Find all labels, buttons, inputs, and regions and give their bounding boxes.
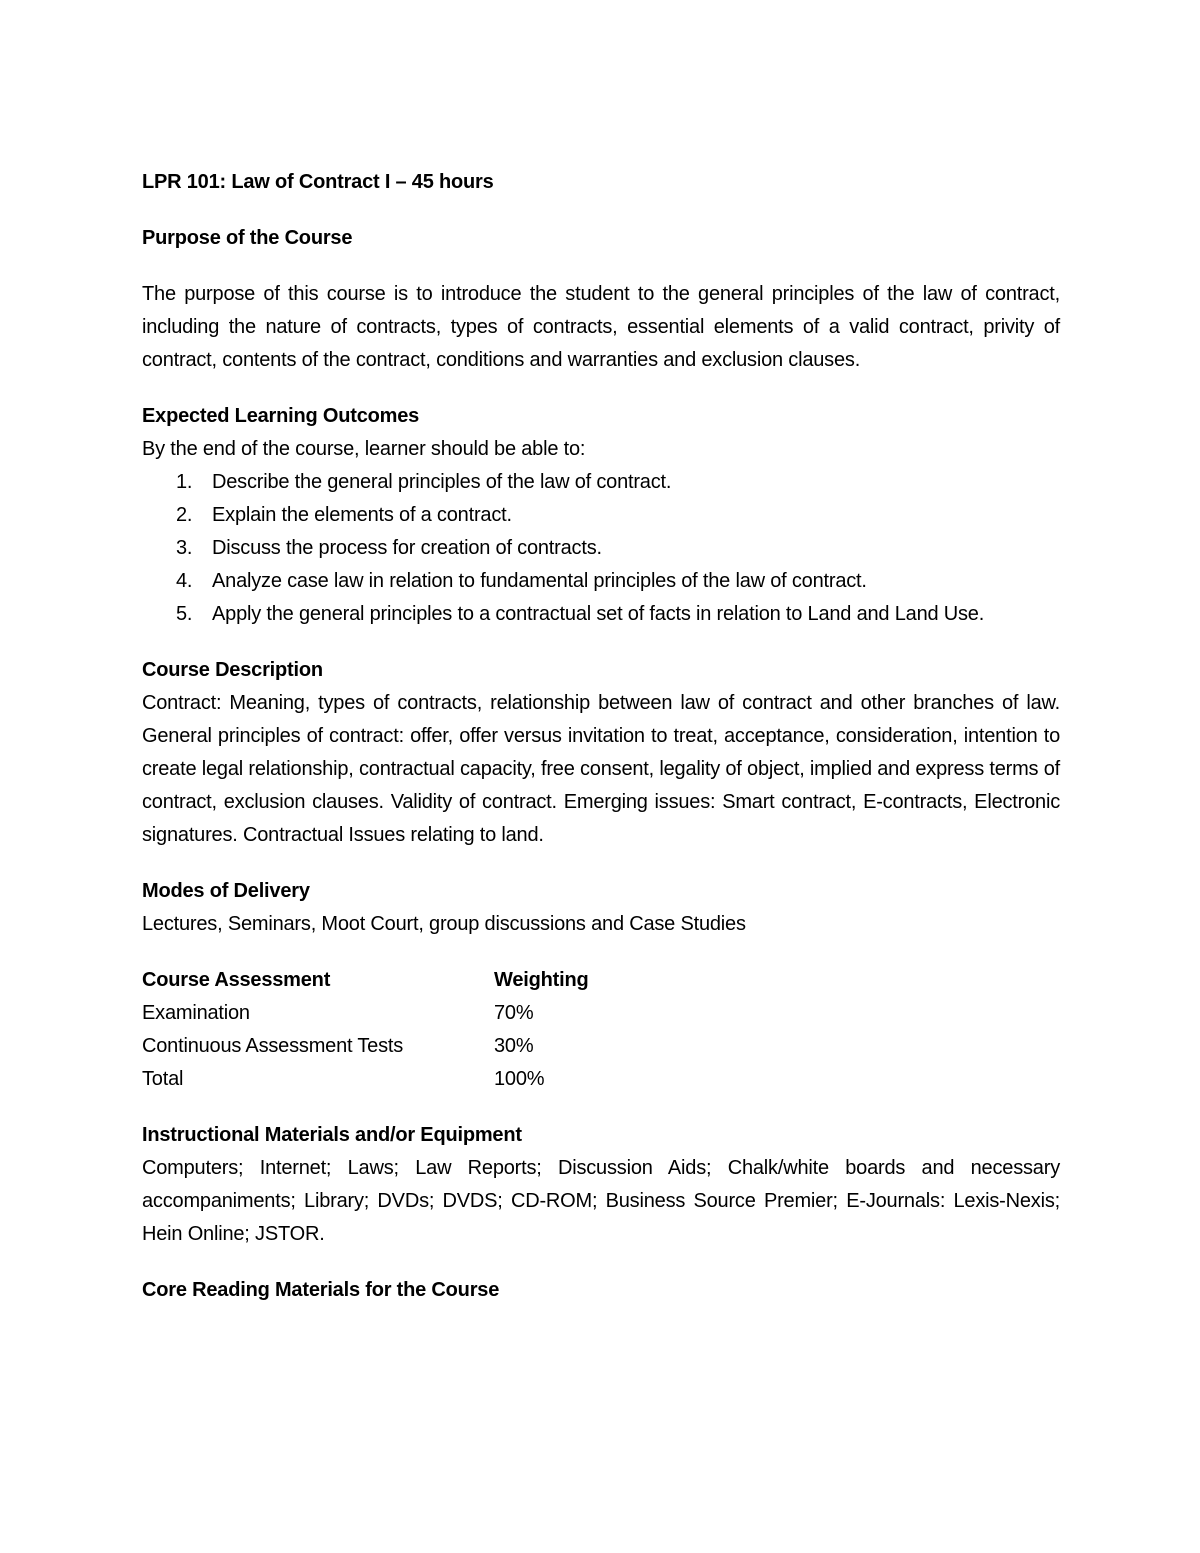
table-row <box>142 1063 588 1096</box>
list-item <box>142 565 1060 598</box>
list-item <box>142 466 1060 499</box>
assessment-table <box>142 964 588 1096</box>
list-item <box>142 499 1060 532</box>
outcomes-list <box>142 466 1060 631</box>
course-title: LPR 101: Law of Contract I – 45 hours <box>142 171 494 193</box>
outcomes-heading: Expected Learning Outcomes <box>142 405 420 427</box>
assessment-label: Examination <box>142 1002 250 1024</box>
document-content <box>142 166 1060 1307</box>
assessment-label: Continuous Assessment Tests <box>142 1035 404 1057</box>
list-item-text: Analyze case law in relation to fundamental principles of the law of contract. <box>212 570 867 592</box>
list-item-text: Describe the general principles of the law of contract. <box>212 471 672 493</box>
delivery-heading: Modes of Delivery <box>142 880 310 902</box>
assessment-header-right: Weighting <box>494 969 589 991</box>
outcomes-intro: By the end of the course, learner should be able to: <box>142 438 586 460</box>
delivery-text: Lectures, Seminars, Moot Court, group discussions and Case Studies <box>142 913 746 935</box>
list-item-text: Explain the elements of a contract. <box>212 504 512 526</box>
purpose-heading: Purpose of the Course <box>142 227 353 249</box>
assessment-header-row <box>142 964 588 997</box>
purpose-text: The purpose of this course is to introduce the student to the general principles of the law of contract, including the nature of contracts, types of contracts, essential elements of a valid contract, privity of contract, contents of the contract, conditions and warranties and exclusion clauses. <box>142 283 1060 371</box>
description-heading: Course Description <box>142 659 323 681</box>
list-item <box>142 532 1060 565</box>
reading-heading: Core Reading Materials for the Course <box>142 1279 500 1301</box>
list-item-number: 4. <box>176 570 193 592</box>
assessment-value: 30% <box>494 1035 534 1057</box>
materials-heading: Instructional Materials and/or Equipment <box>142 1124 522 1146</box>
table-row <box>142 997 588 1030</box>
assessment-value: 100% <box>494 1068 545 1090</box>
list-item-number: 3. <box>176 537 193 559</box>
table-row <box>142 1030 588 1063</box>
list-item-text: Discuss the process for creation of contracts. <box>212 537 602 559</box>
list-item-number: 5. <box>176 603 193 625</box>
assessment-label: Total <box>142 1068 184 1090</box>
list-item <box>142 598 1060 631</box>
description-text: Contract: Meaning, types of contracts, relationship between law of contract and other branches of law. General principles of contract: offer, offer versus invitation to treat, acceptance, consideration, intention to create legal relationship, contractual capacity, free consent, legality of object, implied and express terms of contract, exclusion clauses. Validity of contract. Emerging issues: Smart contract, E-contracts, Electronic signatures. Contractual Issues relating to land. <box>142 692 1060 846</box>
assessment-value: 70% <box>494 1002 534 1024</box>
list-item-number: 1. <box>176 471 193 493</box>
list-item-text: Apply the general principles to a contractual set of facts in relation to Land and Land Use. <box>212 603 985 625</box>
assessment-header-left: Course Assessment <box>142 969 331 991</box>
materials-text: Computers; Internet; Laws; Law Reports; Discussion Aids; Chalk/white boards and necessary accompaniments; Library; DVDs; DVDS; CD-ROM; Business Source Premier; E-Journals: Lexis-Nexis; Hein Online; JSTOR. <box>142 1157 1060 1245</box>
list-item-number: 2. <box>176 504 193 526</box>
